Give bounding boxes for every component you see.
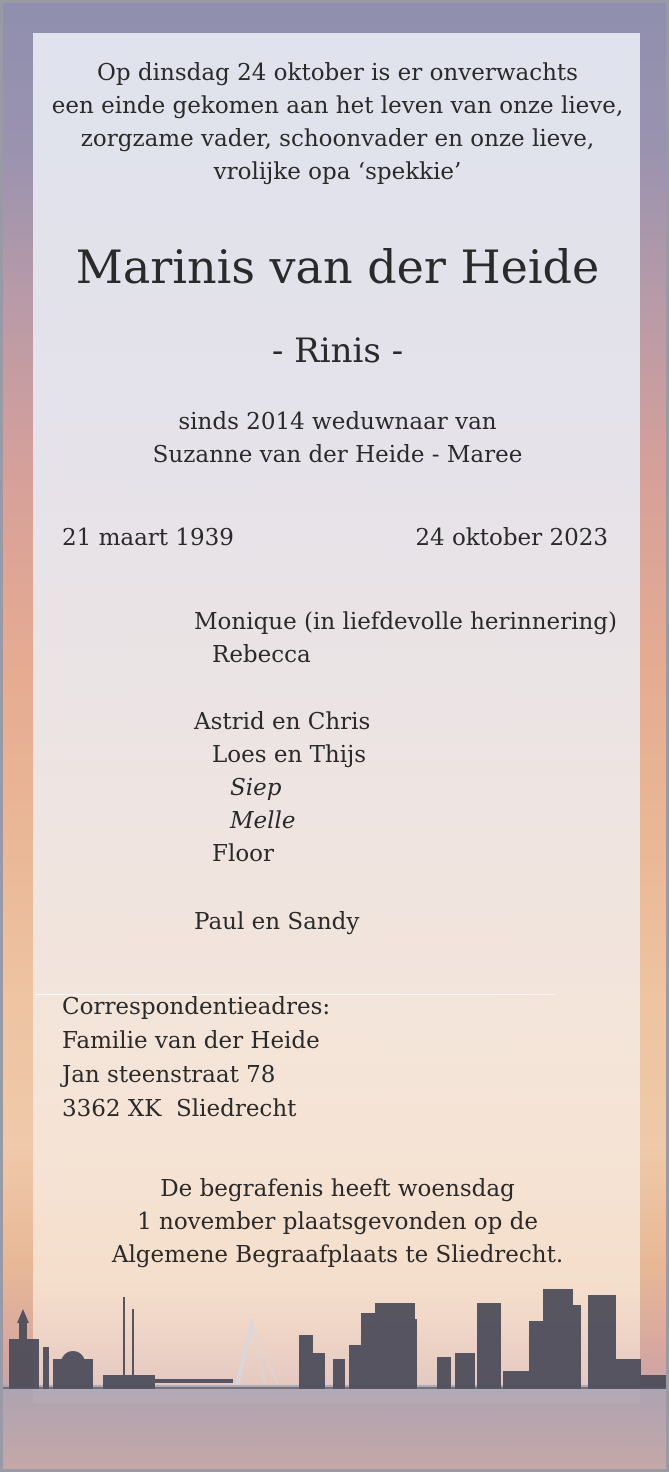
family-member: Melle (230, 808, 296, 834)
address-line: Familie van der Heide (62, 1028, 320, 1054)
intro-text (3, 57, 669, 189)
family-member: Siep (230, 775, 282, 801)
family-member: Rebecca (212, 642, 311, 668)
intro-line: vrolijke opa ‘spekkie’ (213, 159, 462, 185)
address-line: Jan steenstraat 78 (62, 1062, 276, 1088)
funeral-text (3, 1173, 669, 1272)
intro-line: Op dinsdag 24 oktober is er onverwachts (97, 60, 578, 86)
nickname: - Rinis - (271, 331, 404, 371)
birth-date: 21 maart 1939 (62, 525, 234, 551)
funeral-line: 1 november plaatsgevonden op de (137, 1209, 538, 1235)
death-date: 24 oktober 2023 (415, 525, 608, 551)
family-member: Monique (in liefdevolle herinnering) (194, 609, 617, 635)
deceased-name: Marinis van der Heide (75, 240, 600, 294)
address-label: Correspondentieadres: (62, 994, 331, 1020)
family-member: Loes en Thijs (212, 742, 367, 768)
widower-line: sinds 2014 weduwnaar van (178, 409, 497, 435)
family-member: Astrid en Chris (194, 709, 371, 735)
intro-line: een einde gekomen aan het leven van onze lieve, (51, 93, 624, 119)
intro-line: zorgzame vader, schoonvader en onze lieve, (80, 126, 595, 152)
rotterdam-skyline-illustration (3, 1279, 669, 1469)
family-member: Paul en Sandy (194, 909, 360, 935)
widower-line: Suzanne van der Heide - Maree (152, 442, 523, 468)
funeral-line: Algemene Begraafplaats te Sliedrecht. (111, 1242, 564, 1268)
funeral-line: De begrafenis heeft woensdag (160, 1176, 515, 1202)
widower-text (3, 406, 669, 472)
correspondence-address (62, 990, 330, 1126)
address-line: 3362 XK Sliedrecht (62, 1096, 297, 1122)
family-member: Floor (212, 841, 275, 867)
